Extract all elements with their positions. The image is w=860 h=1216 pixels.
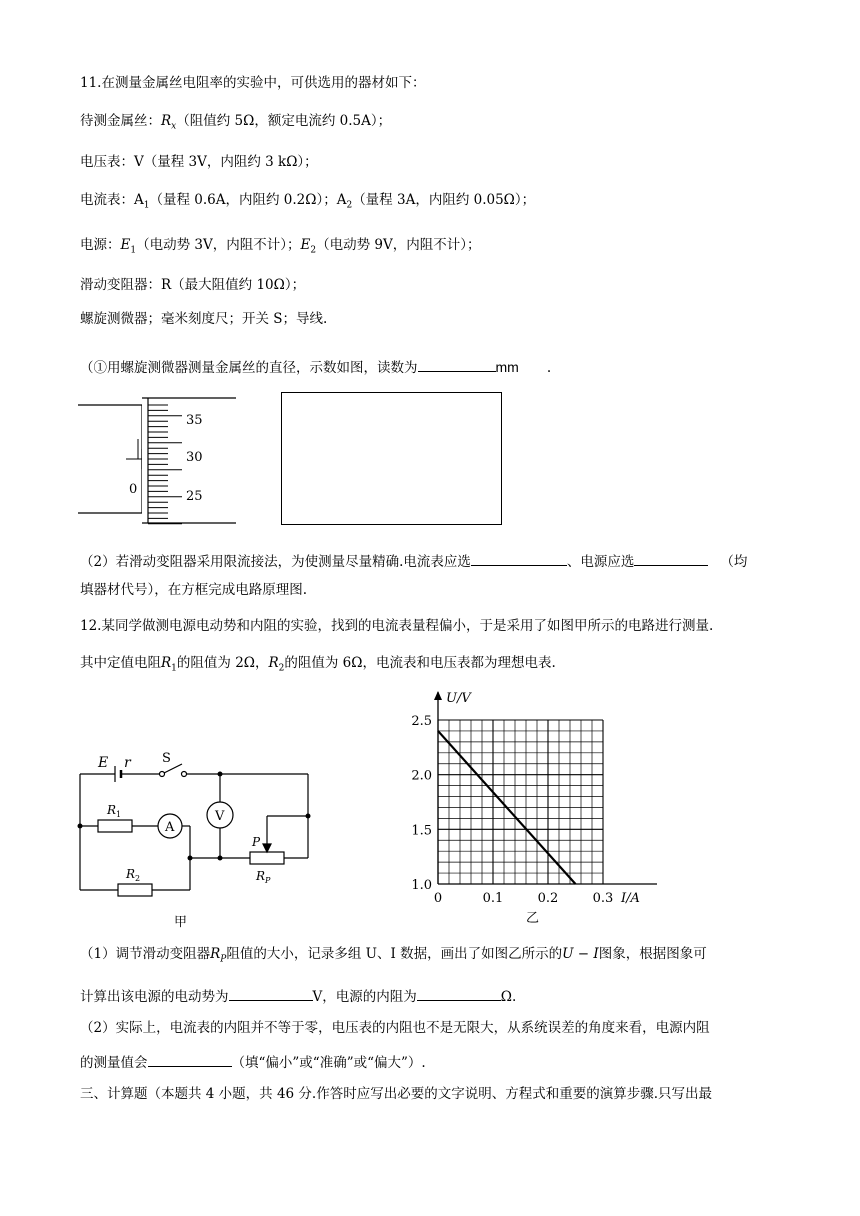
circuit-label-s: S [162, 751, 171, 766]
q11-others: 螺旋测微器；毫米刻度尺；开关 S；导线. [80, 311, 328, 327]
q11-a2-desc: （量程 3A，内阻约 0.05Ω）； [352, 192, 536, 208]
q12-rp-sym: R [210, 946, 221, 962]
q11-a1-desc: （量程 0.6A，内阻约 0.2Ω）； [149, 192, 337, 208]
circuit-label-rp-sub: P [265, 876, 271, 885]
q12-part1-pre: （1）调节滑动变阻器 [80, 946, 211, 962]
q12-part1-line2-end: Ω. [500, 989, 517, 1005]
q11-answer-blank-ammeter[interactable] [471, 551, 567, 566]
chart-tick-labels [411, 714, 613, 906]
q12-intro-pre: 其中定值电阻 [80, 655, 161, 671]
q11-e1-sub: 1 [130, 245, 137, 256]
q11-part2-mid: 、电源应选 [566, 554, 635, 570]
chart-y-tick-label: 1.0 [411, 878, 432, 893]
q12-part2-line1: （2）实际上，电流表的内阻并不等于零，电压表的内阻也不是无限大，从系统误差的角度来看，电源内阻 [80, 1020, 710, 1036]
chart-x-tick-label: 0.3 [592, 891, 614, 906]
circuit-label-p: P [252, 835, 261, 849]
q12-answer-blank-resistance[interactable] [417, 986, 501, 1001]
chart-y-tick-label: 2.5 [411, 714, 432, 729]
q11-rx-sub: x [171, 121, 177, 132]
q11-ammeter-line [80, 191, 535, 215]
q11-e2-sub: 2 [310, 245, 317, 256]
circuit-label-r1: R [107, 803, 117, 817]
q12-r2-sym: R [268, 655, 279, 671]
q12-part1-line2-mid: V，电源的内阻为 [312, 989, 417, 1005]
q12-part1-mid: 阻值的大小，记录多组 U、I 数据，画出了如图乙所示的 [226, 946, 563, 962]
chart-y-tick-label: 1.5 [411, 823, 432, 839]
q11-part1-unit: mm [495, 359, 519, 375]
ammeter-symbol: A [165, 820, 175, 835]
circuit-diagram-jia [70, 740, 330, 940]
chart-x-tick-label: 0 [433, 891, 443, 906]
q11-rx-line [80, 112, 391, 136]
q11-rx-post: （阻值约 5Ω，额定电流约 0.5A）； [176, 113, 392, 129]
circuit-label-r: r [124, 755, 131, 771]
q12-r1-sym: R [161, 655, 172, 671]
micrometer-figure [78, 393, 248, 529]
q11-source-pre: 电源： [80, 237, 121, 253]
voltmeter-symbol: V [215, 809, 225, 824]
q12-answer-blank-emf[interactable] [229, 986, 313, 1001]
figure-caption-yi: 乙 [526, 911, 540, 926]
chart-y-tick-label: 2.0 [411, 768, 432, 784]
q12-intro-mid1: 的阻值为 2Ω， [176, 655, 269, 671]
circuit-label-e: E [98, 755, 109, 771]
micrometer-zero-label: 0 [129, 482, 138, 497]
q12-intro-mid2: 的阻值为 6Ω，电流表和电压表都为理想电表. [284, 655, 556, 671]
section3-heading: 三、计算题（本题共 4 小题，共 46 分.作答时应写出必要的文字说明、方程式和重要的演算步骤.只写出最 [80, 1086, 713, 1102]
q12-part1-line2 [80, 986, 516, 1006]
q11-voltmeter: 电压表：V（量程 3V，内阻约 3 kΩ）； [80, 154, 318, 170]
q12-answer-blank-error[interactable] [148, 1052, 232, 1067]
q11-answer-blank-reading[interactable] [418, 357, 496, 372]
q11-e2-sym: E [300, 237, 311, 253]
q11-part2-end: （均 [720, 554, 748, 570]
q11-intro: 11.在测量金属丝电阻率的实验中，可供选用的器材如下： [80, 75, 426, 91]
q12-part1-end: 图象，根据图象可 [598, 946, 707, 962]
q12-part2-line2 [80, 1052, 426, 1072]
micrometer-tick-25: 25 [186, 489, 203, 504]
circuit-drawing-box[interactable] [281, 392, 502, 525]
chart-grid [438, 720, 603, 884]
q12-intro-line1: 12.某同学做测电源电动势和内阻的实验，找到的电流表量程偏小，于是采用了如图甲所示的电路进行测量. [80, 618, 714, 634]
q11-rheostat: 滑动变阻器：R（最大阻值约 10Ω）； [80, 277, 306, 293]
chart-x-tick-label: 0.2 [537, 891, 559, 906]
q12-intro-line2 [80, 654, 556, 678]
q11-part1 [80, 357, 551, 377]
q12-part1-line1 [80, 945, 707, 969]
q12-r2-sub: 2 [278, 663, 285, 674]
q11-e1-desc: （电动势 3V，内阻不计）； [136, 237, 301, 253]
circuit-label-r2-sub: 2 [135, 874, 141, 883]
q12-part2-pre: 的测量值会 [80, 1055, 148, 1071]
q11-a1-sub: 1 [143, 200, 150, 211]
circuit-label-r1-sub: 1 [116, 810, 122, 819]
q11-ammeter-pre: 电流表： [80, 192, 134, 208]
chart-x-axis-label: I/A [621, 891, 640, 906]
q11-answer-blank-source[interactable] [634, 551, 708, 566]
q11-part1-end: . [546, 360, 552, 376]
q11-part2-line1 [80, 551, 747, 571]
q12-rp-sub: P [220, 954, 227, 965]
chart-y-axis-arrow [434, 691, 442, 700]
q12-part1-line2-pre: 计算出该电源的电动势为 [80, 989, 229, 1005]
q12-ui-label: U − I [562, 946, 599, 962]
q12-part2-end: （填“偏小”或“准确”或“偏大”）. [231, 1055, 426, 1071]
q11-rx-sym: R [161, 113, 172, 129]
q11-part2-pre: （2）若滑动变阻器采用限流接法，为使测量尽量精确.电流表应选 [80, 554, 471, 570]
ui-graph-yi [405, 686, 665, 926]
circuit-label-r2: R [126, 867, 136, 881]
q11-e1-sym: E [120, 237, 131, 253]
figure-caption-jia: 甲 [174, 915, 188, 930]
q12-r1-sub: 1 [171, 663, 177, 674]
q11-a2-sub: 2 [346, 200, 353, 211]
q11-part1-pre: （①用螺旋测微器测量金属丝的直径，示数如图，读数为 [80, 360, 418, 376]
q11-source-line [80, 236, 480, 260]
circuit-label-rp: R [256, 869, 266, 883]
chart-x-tick-label: 0.1 [482, 891, 504, 906]
q11-a2-sym: A [336, 192, 347, 208]
q11-part2-line2: 填器材代号），在方框完成电路原理图. [80, 582, 308, 598]
micrometer-tick-35: 35 [186, 413, 203, 428]
q11-a1-sym: A [134, 192, 144, 208]
q11-e2-desc: （电动势 9V，内阻不计）； [316, 237, 481, 253]
q11-rx-pre: 待测金属丝： [80, 113, 161, 129]
chart-y-axis-label: U/V [446, 691, 471, 706]
micrometer-tick-30: 30 [186, 450, 203, 465]
